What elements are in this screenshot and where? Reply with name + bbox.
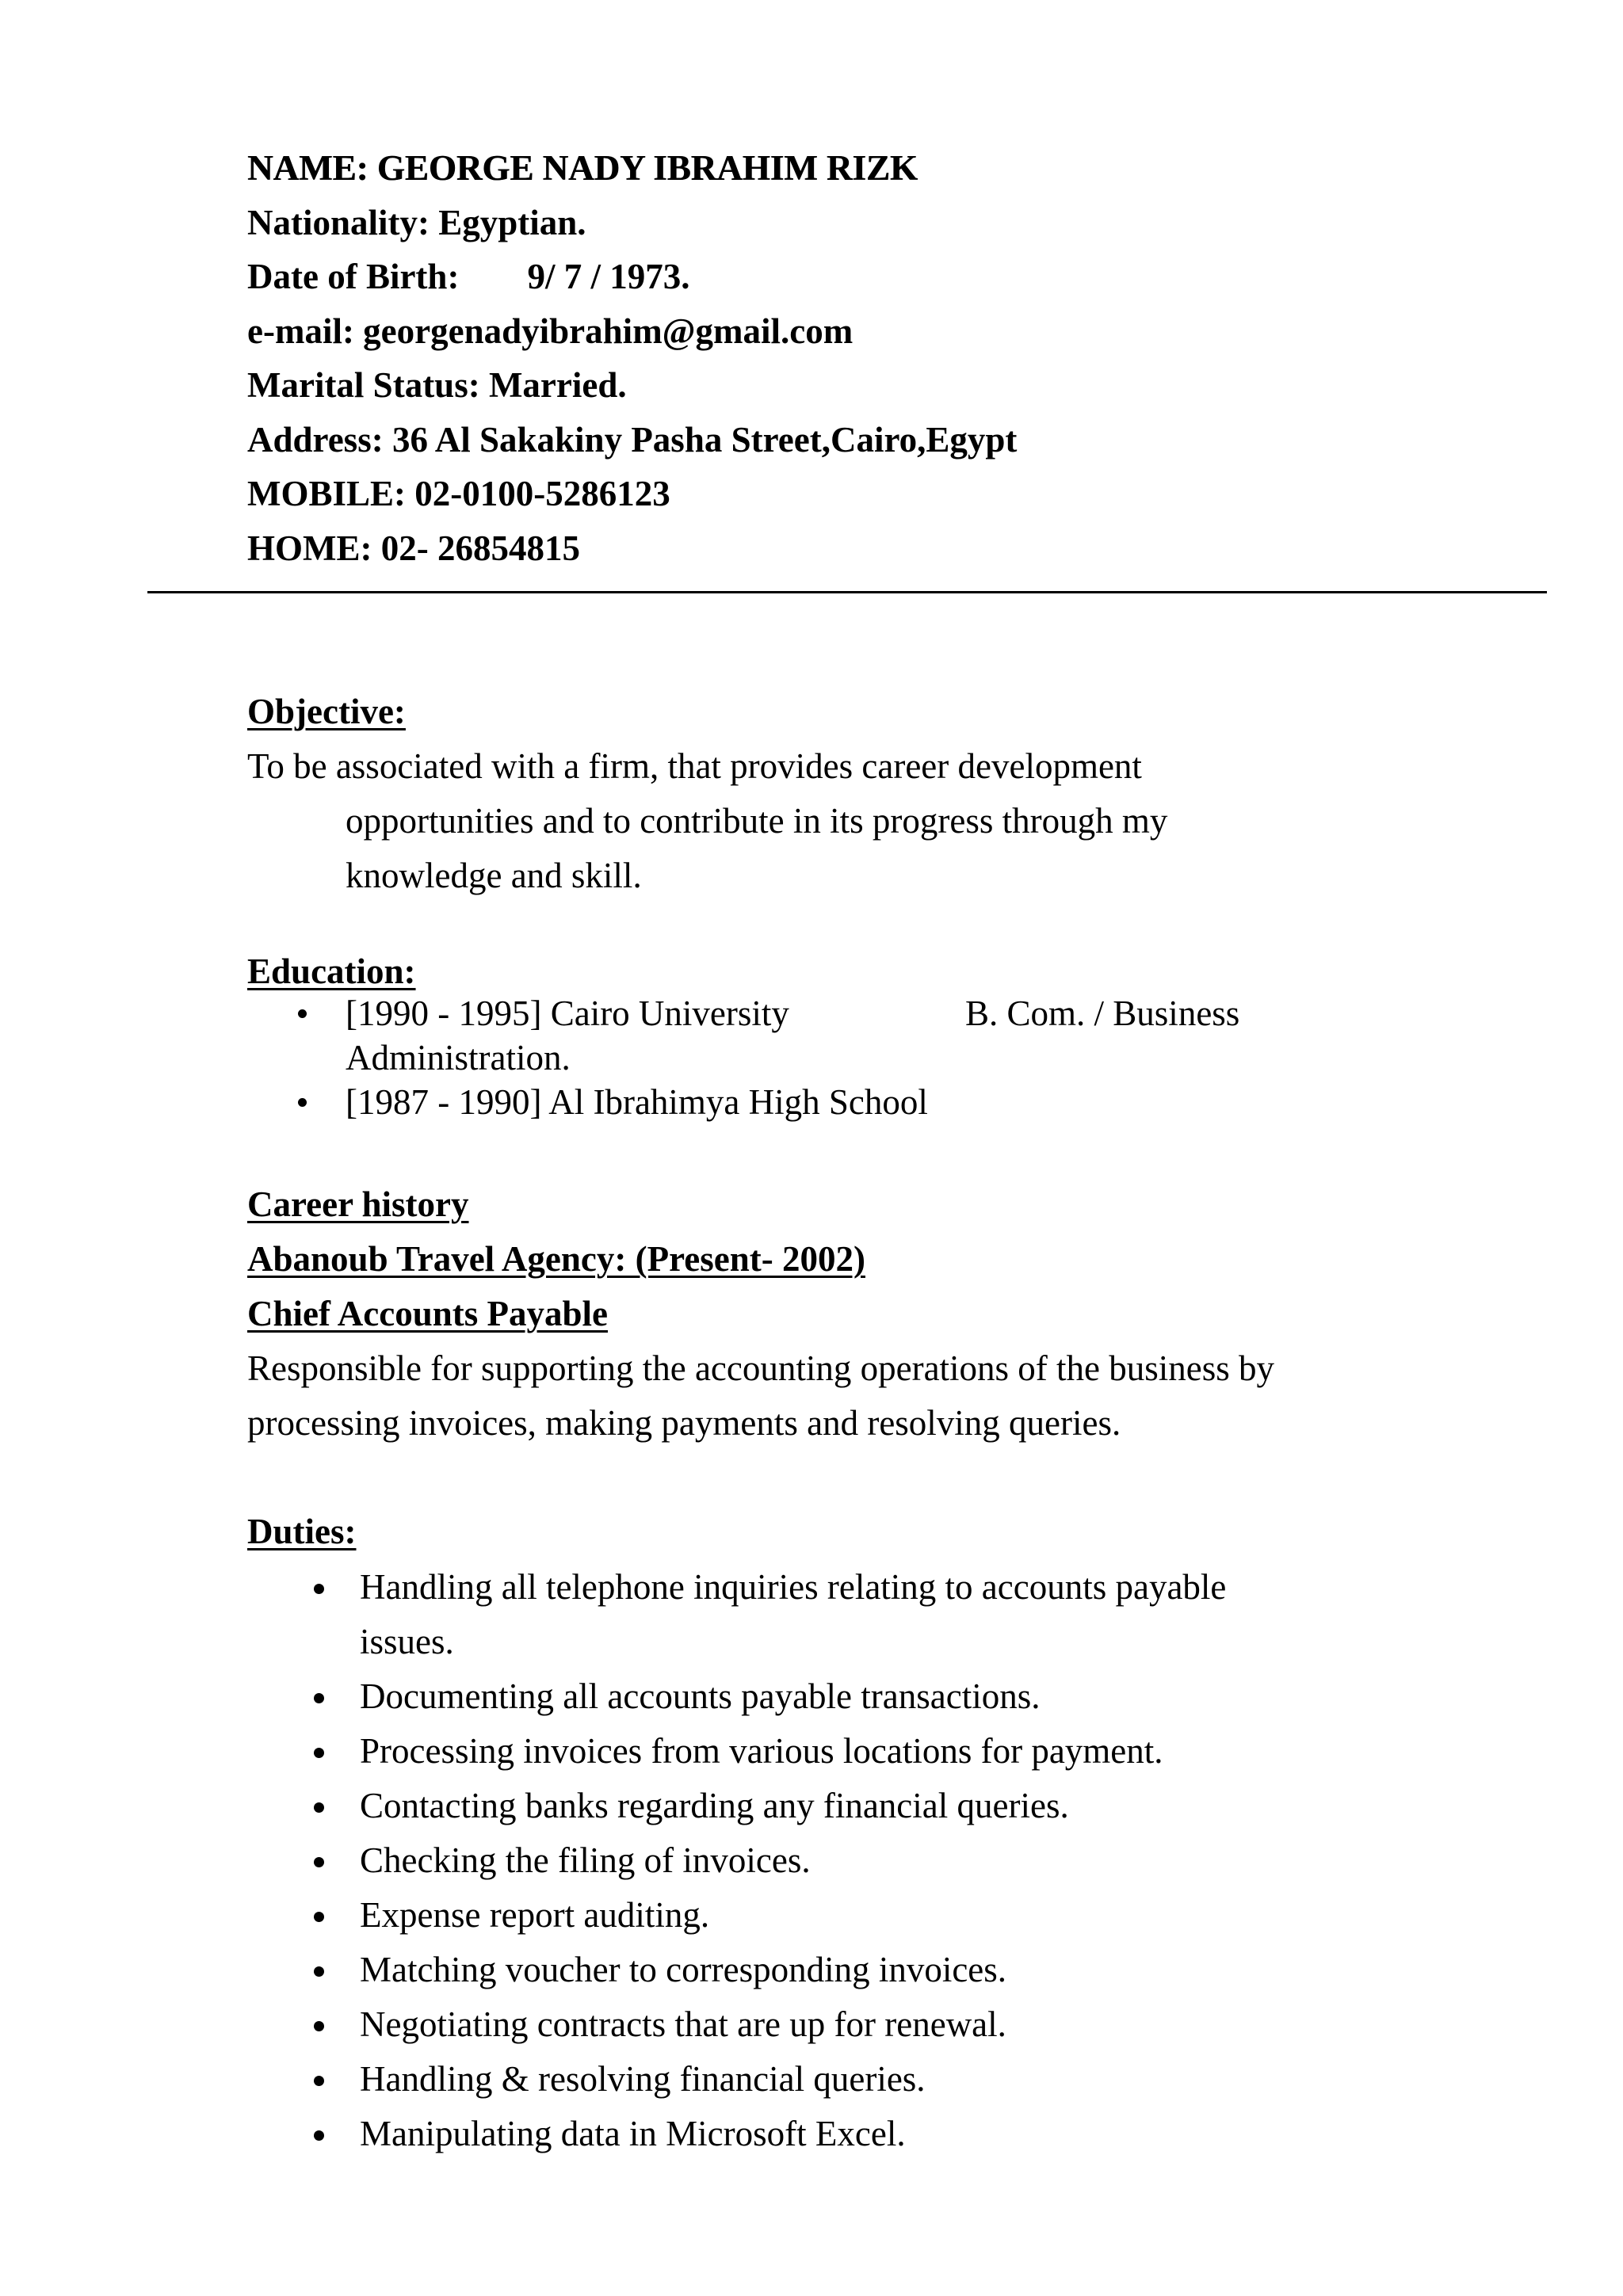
career-company: Abanoub Travel Agency: (Present- 2002) <box>247 1239 865 1279</box>
bullet <box>314 1912 324 1922</box>
career-role: Chief Accounts Payable <box>247 1294 608 1333</box>
duty-item <box>247 1888 1226 1943</box>
personal-info <box>247 141 1017 575</box>
duties-heading: Duties: <box>247 1512 357 1551</box>
education-heading: Education: <box>247 952 416 991</box>
bullet <box>314 1748 324 1758</box>
objective-section <box>247 685 1167 903</box>
email: e-mail: georgenadyibrahim@gmail.com <box>247 311 854 351</box>
duty-item <box>247 1943 1226 1997</box>
duty-text: Matching voucher to corresponding invoices. <box>360 1950 1007 1989</box>
duty-item <box>247 1560 1226 1615</box>
duty-item <box>247 1779 1226 1833</box>
duty-text: Handling all telephone inquiries relating to accounts payable <box>360 1567 1227 1607</box>
bullet <box>314 1584 324 1594</box>
bullet <box>314 2076 324 2086</box>
duty-text: Processing invoices from various locations for payment. <box>360 1731 1163 1771</box>
duty-item <box>247 2107 1226 2161</box>
bullet <box>298 1098 307 1107</box>
bullet <box>314 1693 324 1703</box>
duty-item <box>247 1669 1226 1724</box>
date-of-birth <box>247 250 1017 304</box>
objective-line-3: knowledge and skill. <box>346 856 642 895</box>
bullet <box>314 1857 324 1867</box>
career-heading: Career history <box>247 1184 469 1224</box>
objective-heading: Objective: <box>247 692 406 731</box>
bullet <box>314 2021 324 2031</box>
duty-text: Checking the filing of invoices. <box>360 1840 811 1880</box>
duty-item <box>247 2052 1226 2107</box>
duty-text: Negotiating contracts that are up for renewal. <box>360 2004 1006 2044</box>
home-phone: HOME: 02- 26854815 <box>247 528 580 568</box>
education-degree: B. Com. / Business <box>965 994 1240 1033</box>
duty-item-continuation <box>247 1615 1226 1669</box>
header-divider <box>147 591 1547 593</box>
duties-list <box>247 1560 1226 2161</box>
duties-heading-block <box>247 1505 356 1559</box>
bullet <box>298 1009 307 1018</box>
duty-item <box>247 1724 1226 1779</box>
bullet <box>314 1802 324 1813</box>
objective-line-2: opportunities and to contribute in its progress through my <box>346 801 1168 841</box>
education-item-continuation <box>247 1035 928 1080</box>
address: Address: 36 Al Sakakiny Pasha Street,Cairo,Egypt <box>247 419 1018 460</box>
duty-text: Documenting all accounts payable transactions. <box>360 1676 1041 1716</box>
education-item <box>247 1080 928 1124</box>
bullet <box>314 1966 324 1977</box>
marital-status: Marital Status: Married. <box>247 365 627 405</box>
career-description-line-1: Responsible for supporting the accounting operations of the business by <box>247 1348 1275 1388</box>
career-description-line-2: processing invoices, making payments and resolving queries. <box>247 1403 1121 1443</box>
dob-value: 9/ 7 / 1973. <box>527 257 690 296</box>
duty-text: Contacting banks regarding any financial queries. <box>360 1786 1069 1825</box>
duty-text: Expense report auditing. <box>360 1895 710 1935</box>
objective-line-1: To be associated with a firm, that provides career development <box>247 746 1142 786</box>
full-name: NAME: GEORGE NADY IBRAHIM RIZK <box>247 148 918 188</box>
duty-item <box>247 1997 1226 2052</box>
duty-text: Manipulating data in Microsoft Excel. <box>360 2114 906 2153</box>
duty-item <box>247 1833 1226 1888</box>
education-degree-continued: Administration. <box>346 1038 571 1077</box>
education-school: [1990 - 1995] Cairo University <box>346 994 789 1033</box>
career-section <box>247 1177 1274 1451</box>
duty-text: Handling & resolving financial queries. <box>360 2059 926 2099</box>
education-school: [1987 - 1990] Al Ibrahimya High School <box>346 1082 928 1122</box>
dob-label: Date of Birth: <box>247 257 460 296</box>
education-list <box>247 991 1240 1124</box>
bullet <box>314 2130 324 2141</box>
mobile-phone: MOBILE: 02-0100-5286123 <box>247 474 670 513</box>
education-item <box>247 991 1240 1035</box>
duty-text: issues. <box>360 1622 454 1661</box>
nationality: Nationality: Egyptian. <box>247 202 586 242</box>
